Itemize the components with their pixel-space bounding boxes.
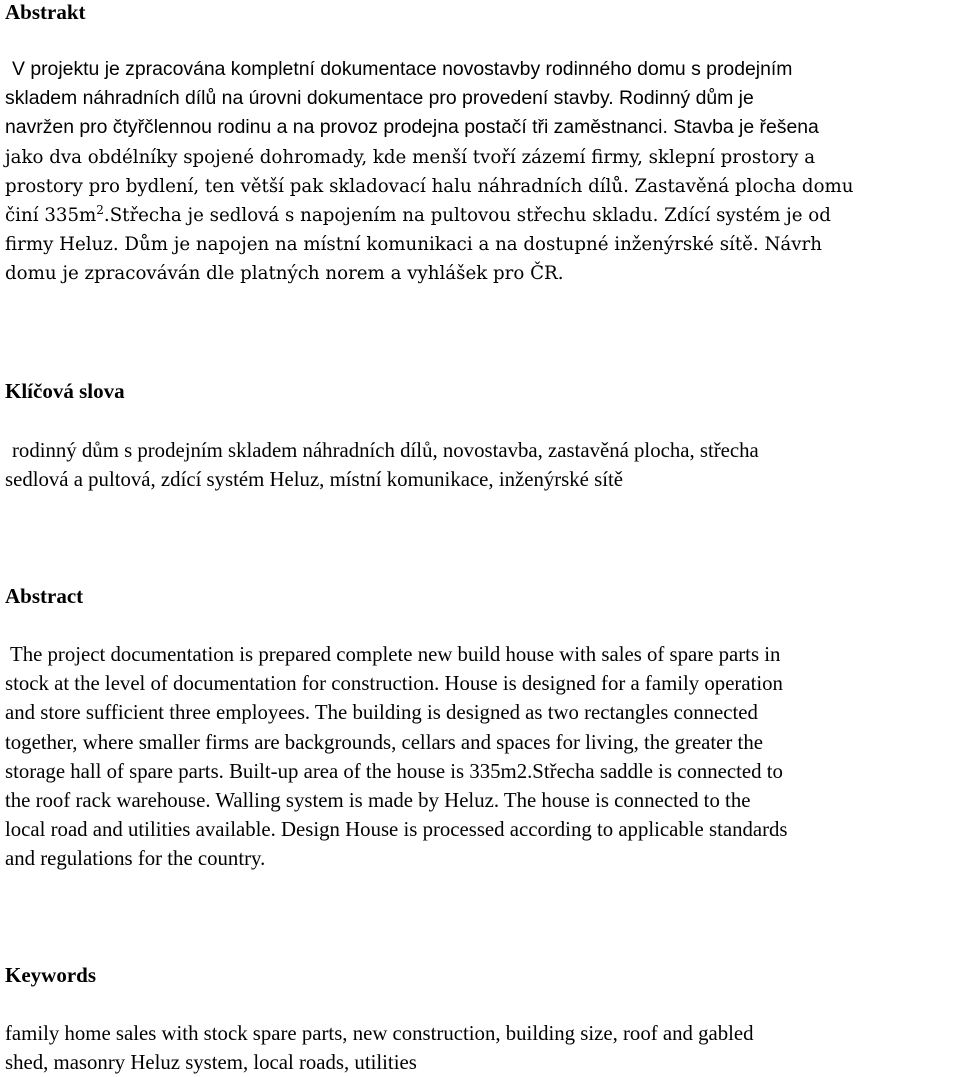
abstract-paragraph [5, 640, 788, 874]
abstract-line-5: storage hall of spare parts. Built-up area of the house is 335m2.Střecha saddle is connected to [5, 759, 783, 783]
abstract-line-6: the roof rack warehouse. Walling system is made by Heluz. The house is connected to the [5, 789, 751, 813]
heading-klicova-slova: Klíčová slova [5, 379, 125, 403]
abstract-line-7: local road and utilities available. Design House is processed according to applicable standards [5, 818, 788, 842]
klicova-slova-line-2: sedlová a pultová, zdící systém Heluz, místní komunikace, inženýrské sítě [5, 468, 623, 492]
abstrakt-line-6 [5, 201, 853, 230]
abstrakt-line-3: navržen pro čtyřčlennou rodinu a na provoz prodejna postačí tři zaměstnanci. Stavba je řešena [5, 116, 819, 139]
klicova-slova-line-1: rodinný dům s prodejním skladem náhradních dílů, novostavba, zastavěná plocha, střecha [12, 439, 759, 462]
abstrakt-area-exponent: 2 [96, 203, 104, 218]
keywords-paragraph [5, 1019, 754, 1077]
abstrakt-line-2: skladem náhradních dílů na úrovni dokumentace pro provedení stavby. Rodinný dům je [5, 87, 754, 110]
abstrakt-line-7: firmy Heluz. Dům je napojen na místní komunikaci a na dostupné inženýrské sítě. Návrh [5, 234, 822, 256]
abstrakt-line-1: V projektu je zpracována kompletní dokumentace novostavby rodinného domu s prodejním [12, 58, 793, 80]
heading-keywords: Keywords [5, 963, 96, 987]
heading-abstract: Abstract [5, 584, 84, 608]
abstrakt-line-8: domu je zpracováván dle platných norem a vyhlášek pro ČR. [5, 263, 564, 285]
abstrakt-area-value: činí 335m [5, 205, 97, 227]
abstrakt-line-4: jako dva obdélníky spojené dohromady, kde menší tvoří zázemí firmy, sklepní prostory a [5, 146, 816, 168]
heading-abstrakt: Abstrakt [5, 0, 86, 24]
abstract-line-3: and store sufficient three employees. The building is designed as two rectangles connected [5, 701, 758, 725]
keywords-line-1: family home sales with stock spare parts, new construction, building size, roof and gabled [5, 1022, 754, 1045]
abstract-line-4: together, where smaller firms are backgrounds, cellars and spaces for living, the greater the [5, 730, 763, 754]
abstract-line-8: and regulations for the country. [5, 847, 266, 871]
abstract-line-1: The project documentation is prepared complete new build house with sales of spare parts in [10, 643, 781, 666]
abstrakt-paragraph [5, 55, 853, 289]
keywords-line-2: shed, masonry Heluz system, local roads, utilities [5, 1051, 417, 1075]
klicova-slova-paragraph [5, 436, 759, 494]
abstrakt-line-6-rest: .Střecha je sedlová s napojením na pultovou střechu skladu. Zdící systém je od [103, 205, 831, 227]
abstract-line-2: stock at the level of documentation for construction. House is designed for a family operation [5, 672, 783, 696]
abstrakt-line-5: prostory pro bydlení, ten větší pak skladovací halu náhradních dílů. Zastavěná plocha domu [5, 175, 854, 197]
